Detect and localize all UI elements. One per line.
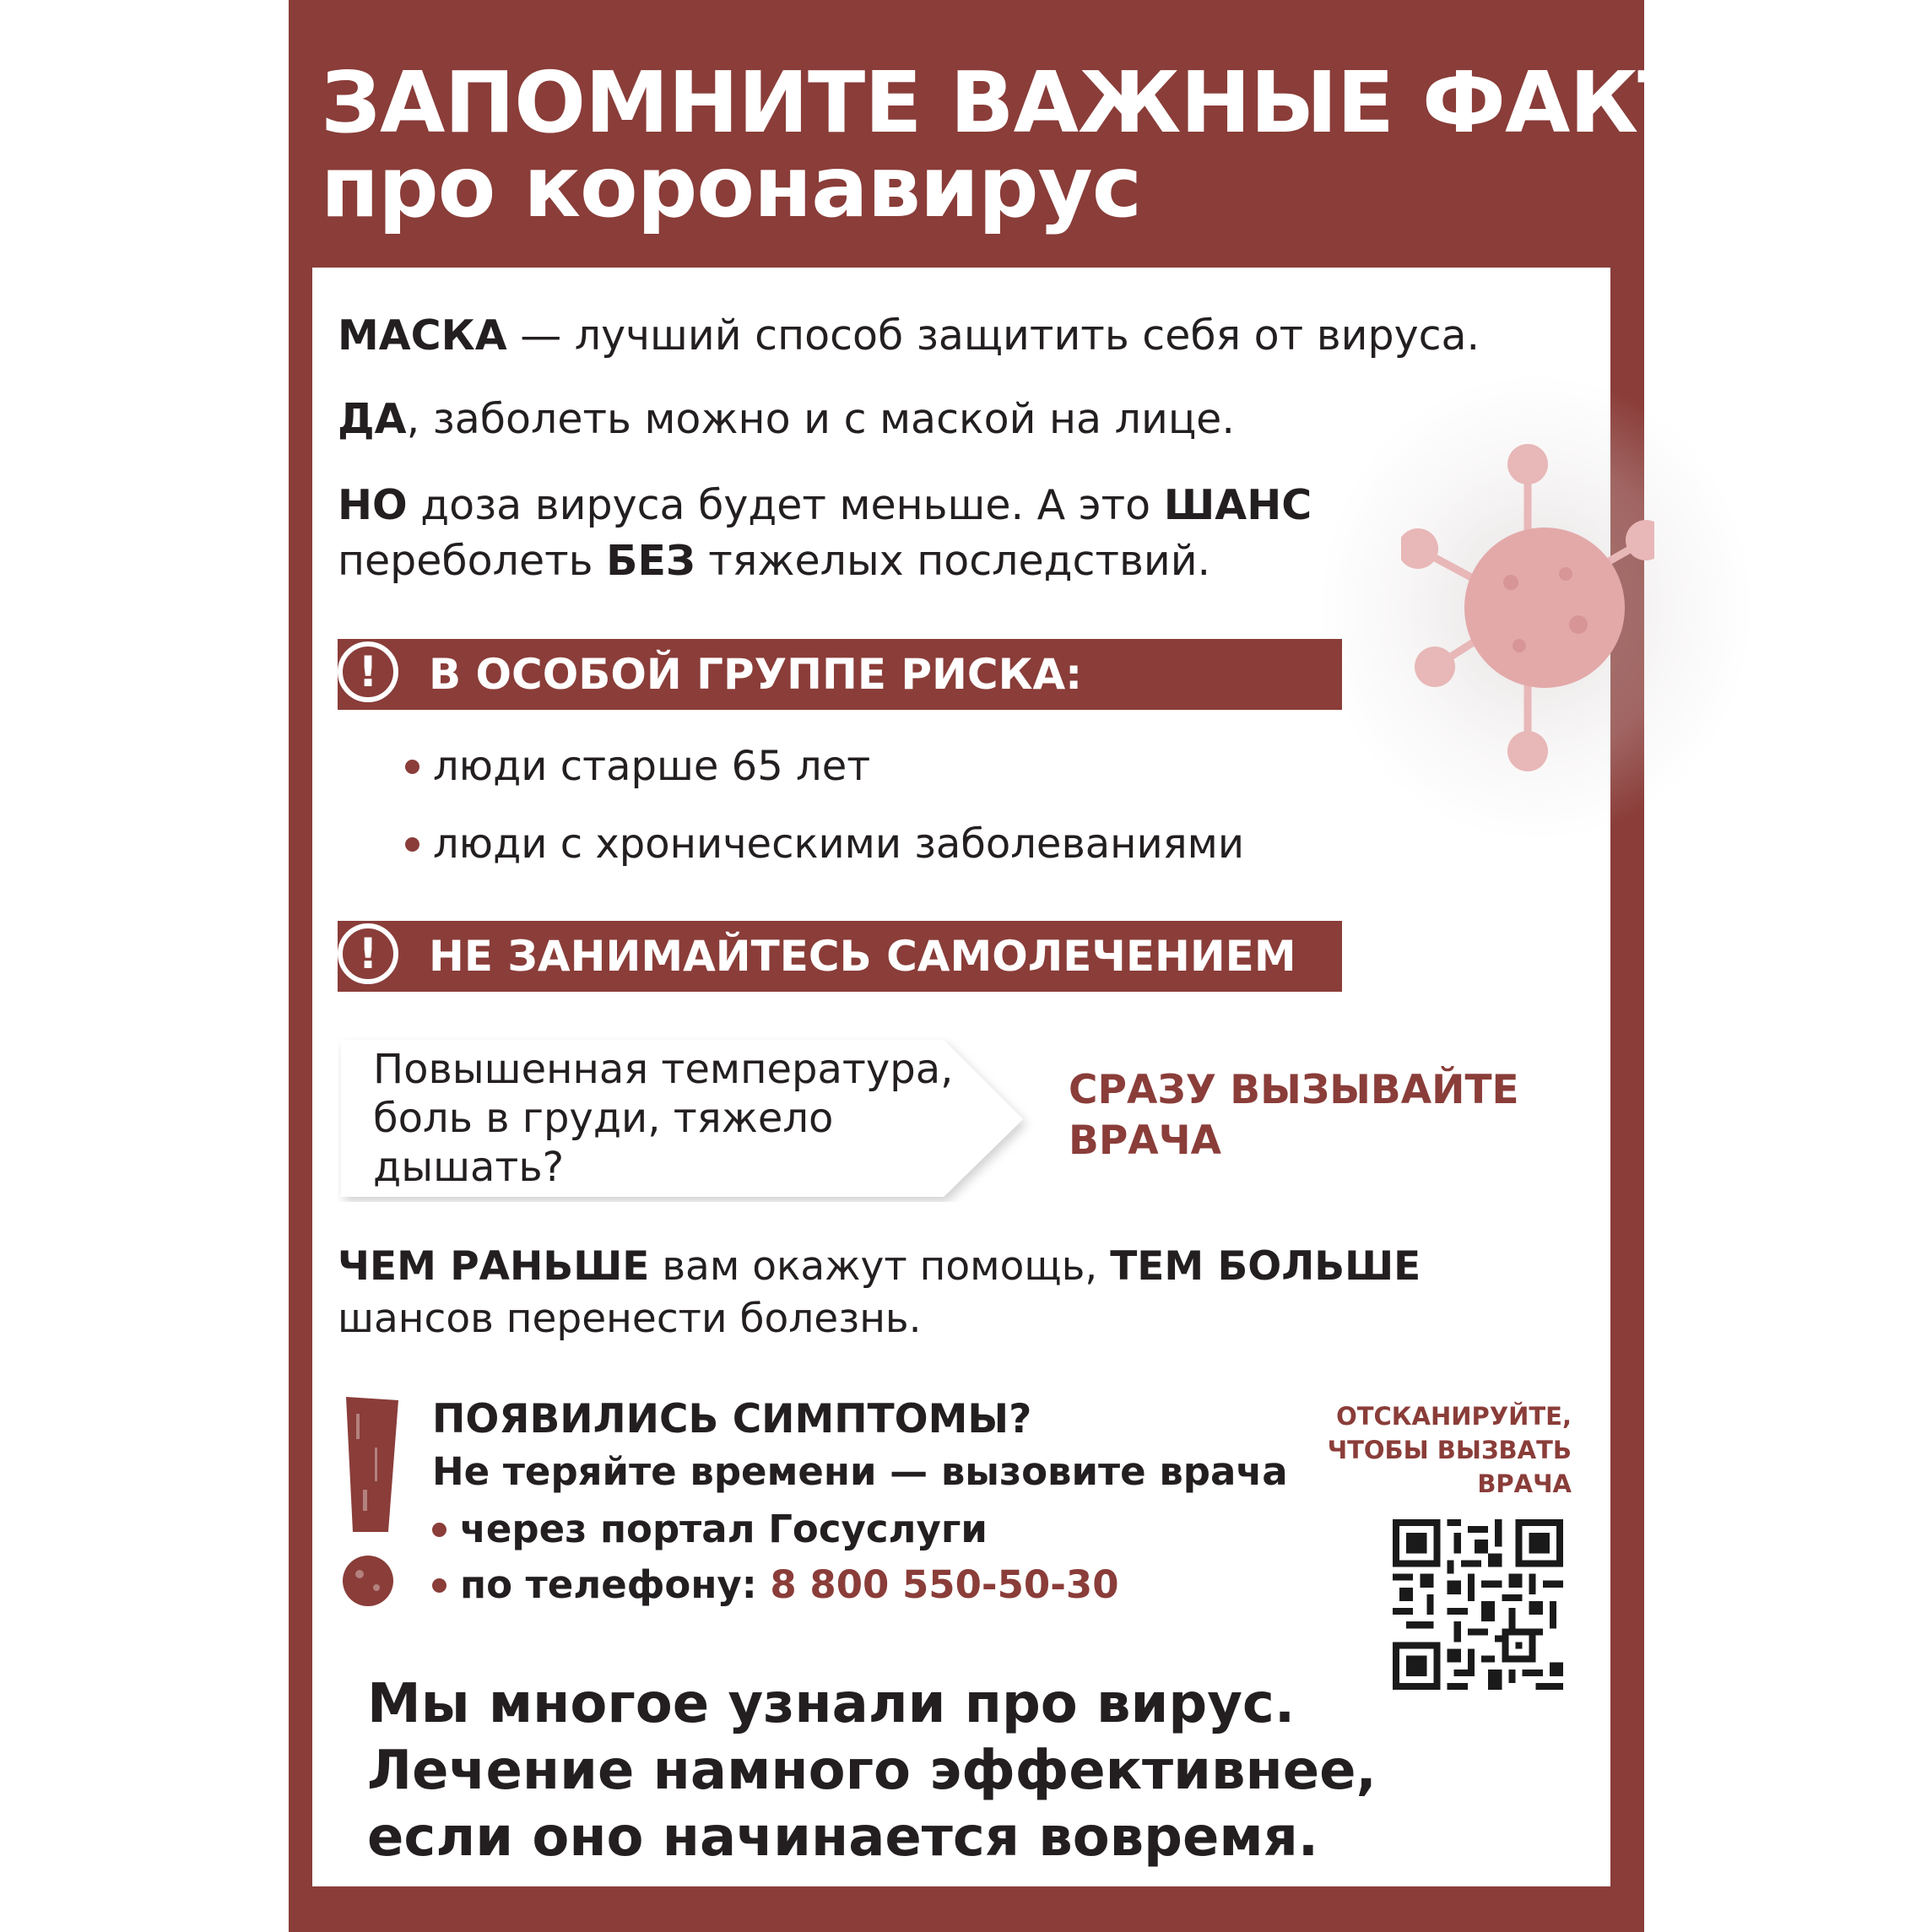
fact-mask-text: — лучший способ защитить себя от вируса. bbox=[506, 311, 1480, 360]
fact-but-text: доза вируса будет меньше. А это bbox=[407, 481, 1164, 529]
qr-label bbox=[1317, 1399, 1572, 1501]
call-doctor-line: ВРАЧА bbox=[1069, 1118, 1222, 1164]
call-doctor-now bbox=[1069, 1065, 1519, 1166]
exclamation-circle-icon: ! bbox=[338, 641, 398, 702]
symptoms-question bbox=[373, 1045, 953, 1192]
earlier-help-line-1 bbox=[338, 1241, 1421, 1293]
bullet-dot bbox=[432, 1578, 446, 1593]
fact-yes-bold: ДА bbox=[338, 395, 407, 443]
earlier-bold-1: ЧЕМ РАНЬШЕ bbox=[338, 1243, 650, 1290]
closing-statement bbox=[367, 1671, 1377, 1871]
symptoms-subheading: Не теряйте времени — вызовите врача bbox=[432, 1449, 1288, 1494]
hotline-phone: 8 800 550-50-30 bbox=[770, 1562, 1119, 1607]
fact-overcome-text: переболеть bbox=[338, 537, 607, 585]
risk-item-label: люди с хроническими заболеваниями bbox=[433, 820, 1245, 868]
earlier-bold-2: ТЕМ БОЛЬШЕ bbox=[1110, 1243, 1421, 1290]
exclamation-circle-icon: ! bbox=[338, 923, 398, 984]
fact-but-bold: НО bbox=[338, 481, 408, 529]
bullet-dot bbox=[405, 837, 419, 852]
title-line-1: ЗАПОМНИТЕ ВАЖНЫЕ ФАКТЫ bbox=[321, 53, 1781, 152]
fact-overcome bbox=[338, 533, 1210, 589]
call-doctor-line: СРАЗУ ВЫЗЫВАЙТЕ bbox=[1069, 1067, 1519, 1113]
risk-item-label: люди старше 65 лет bbox=[433, 743, 871, 790]
risk-item bbox=[405, 819, 1244, 869]
title-line-2: про коронавирус bbox=[321, 138, 1142, 236]
contact-phone-label: по телефону: bbox=[460, 1562, 771, 1607]
virus-icon bbox=[1401, 439, 1654, 777]
contact-option bbox=[432, 1504, 988, 1555]
risk-group-heading: В ОСОБОЙ ГРУППЕ РИСКА: bbox=[429, 650, 1083, 699]
fact-consequences-text: тяжелых последствий. bbox=[695, 537, 1211, 585]
qr-code[interactable] bbox=[1393, 1519, 1563, 1690]
closing-line: Мы многое узнали про вирус. bbox=[367, 1673, 1296, 1735]
earlier-text-2: шансов перенести болезнь. bbox=[338, 1296, 922, 1342]
symptoms-question-line: Повышенная температура, bbox=[373, 1046, 954, 1093]
symptoms-question-line: боль в груди, тяжело bbox=[373, 1095, 834, 1142]
fact-yes bbox=[338, 392, 1235, 447]
earlier-text-1: вам окажут помощь, bbox=[649, 1243, 1111, 1290]
contact-portal: через портал Госуслуги bbox=[460, 1507, 988, 1551]
fact-yes-text: , заболеть можно и с маской на лице. bbox=[406, 395, 1235, 443]
fact-without-bold: БЕЗ bbox=[606, 537, 695, 585]
big-exclamation-icon bbox=[338, 1397, 402, 1608]
symptoms-heading: ПОЯВИЛИСЬ СИМПТОМЫ? bbox=[432, 1396, 1032, 1442]
closing-line: если оно начинается вовремя. bbox=[367, 1806, 1319, 1869]
symptoms-question-line: дышать? bbox=[373, 1144, 565, 1191]
fact-mask-bold: МАСКА bbox=[338, 311, 507, 360]
fact-but bbox=[338, 478, 1312, 533]
risk-item bbox=[405, 741, 870, 792]
qr-label-line: ОТСКАНИРУЙТЕ, bbox=[1336, 1402, 1572, 1431]
self-treatment-banner bbox=[338, 921, 1342, 992]
closing-line: Лечение намного эффективнее, bbox=[367, 1740, 1377, 1802]
fact-chance-bold: ШАНС bbox=[1163, 481, 1312, 529]
qr-label-line: ЧТОБЫ ВЫЗВАТЬ bbox=[1327, 1436, 1572, 1464]
bullet-dot bbox=[432, 1523, 446, 1537]
fact-mask bbox=[338, 308, 1480, 364]
self-treatment-heading: НЕ ЗАНИМАЙТЕСЬ САМОЛЕЧЕНИЕМ bbox=[429, 932, 1296, 981]
page-title bbox=[321, 53, 1781, 236]
contact-option bbox=[432, 1560, 1119, 1610]
qr-label-line: ВРАЧА bbox=[1477, 1469, 1572, 1498]
risk-group-banner bbox=[338, 639, 1342, 710]
earlier-help-line-2 bbox=[338, 1293, 922, 1345]
bullet-dot bbox=[405, 760, 419, 774]
